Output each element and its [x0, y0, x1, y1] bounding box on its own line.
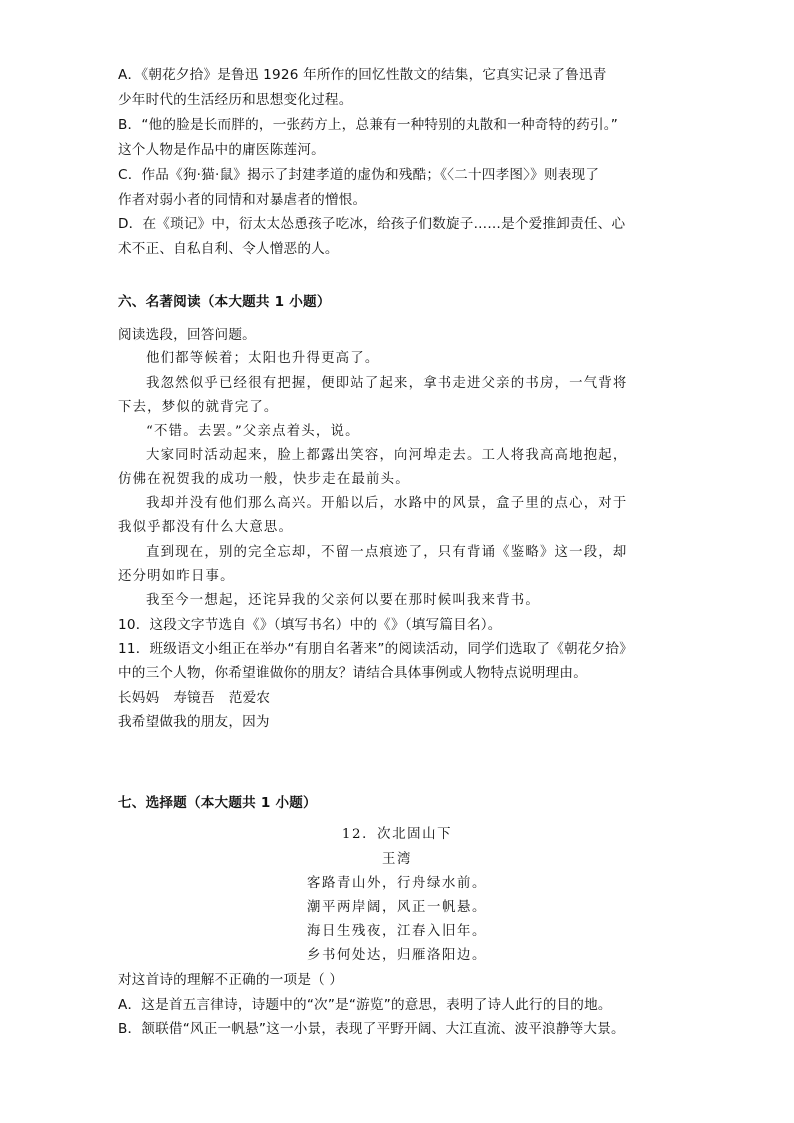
option-d-line-2: 术不正、自私自利、令人憎恶的人。 [118, 241, 339, 257]
section-7-heading: 七、选择题（本大题共 1 小题） [118, 795, 317, 811]
passage-line: 下去，梦似的就背完了。 [118, 400, 279, 415]
question-11-line-1: 11．班级语文小组正在举办“有朋自名著来”的阅读活动，同学们选取了《朝花夕拾》 [118, 641, 633, 657]
passage-line: “不错。去罢。”父亲点着头，说。 [146, 424, 360, 439]
poem-line: 客路青山外，行舟绿水前。 [307, 876, 487, 891]
section-6-heading: 六、名著阅读（本大题共 1 小题） [118, 294, 331, 310]
option-b-line-2: 这个人物是作品中的庸医陈莲河。 [118, 142, 325, 158]
poem-author: 王湾 [382, 852, 412, 867]
character-name: 范爱农 [228, 690, 271, 706]
passage-line: 我忽然似乎已经很有把握，便即站了起来，拿书走进父亲的书房，一气背将 [146, 376, 628, 391]
option-c-line-1: C．作品《狗·猫·鼠》揭示了封建孝道的虚伪和残酷；《〈二十四孝图〉》则表现了 [118, 167, 600, 183]
character-name: 长妈妈 [118, 690, 160, 706]
passage-line: 仿佛在祝贺我的成功一般，快步走在最前头。 [118, 472, 410, 487]
poem-line: 海日生残夜，江春入旧年。 [307, 924, 487, 939]
passage-line: 直到现在，别的完全忘却，不留一点痕迹了，只有背诵《鉴略》这一段，却 [146, 545, 628, 560]
question-12-option-b: B．颔联借“风正一帆悬”这一小景，表现了平野开阔、大江直流、波平浪静等大景。 [118, 1021, 625, 1037]
poem-line: 乡书何处达，归雁洛阳边。 [307, 948, 487, 963]
passage-line: 还分明如昨日事。 [118, 569, 235, 584]
passage-line: 我却并没有他们那么高兴。开船以后，水路中的风景，盒子里的点心，对于 [146, 496, 628, 511]
option-a-line-2: 少年时代的生活经历和思想变化过程。 [118, 92, 353, 108]
option-a-line-1: A．《朝花夕拾》是鲁迅 1926 年所作的回忆性散文的结集，它真实记录了鲁迅青 [118, 67, 607, 83]
question-12-stem: 对这首诗的理解不正确的一项是（ ） [118, 972, 344, 988]
passage-line: 我似乎都没有什么大意思。 [118, 520, 294, 535]
passage-line: 他们都等候着；太阳也升得更高了。 [146, 351, 380, 366]
option-b-line-1: B．“他的脸是长而胖的，一张药方上，总兼有一种特别的丸散和一种奇特的药引。” [118, 117, 618, 133]
poem-line: 潮平两岸阔，风正一帆悬。 [307, 900, 487, 915]
option-d-line-1: D．在《琐记》中，衍太太怂恿孩子吃冰，给孩子们数旋子……是个爱推卸责任、心 [118, 216, 626, 232]
passage-line: 大家同时活动起来，脸上都露出笑容，向河埠走去。工人将我高高地抱起， [146, 448, 628, 463]
reading-intro: 阅读选段，回答问题。 [118, 327, 256, 343]
character-name: 寿镜吾 [173, 690, 215, 706]
character-names [118, 689, 270, 707]
question-10: 10．这段文字节选自《》（填写书名）中的《》（填写篇目名）。 [118, 617, 502, 633]
answer-prompt: 我希望做我的朋友，因为 [118, 714, 270, 730]
poem-title: 12．次北固山下 [341, 827, 453, 842]
question-11-line-2: 中的三个人物，你希望谁做你的朋友？请结合具体事例或人物特点说明理由。 [118, 665, 587, 681]
passage-line: 我至今一想起，还诧异我的父亲何以要在那时候叫我来背书。 [146, 593, 540, 608]
option-c-line-2: 作者对弱小者的同情和对暴虐者的憎恨。 [118, 192, 367, 208]
question-12-option-a: A．这是首五言律诗，诗题中的“次”是“游览”的意思，表明了诗人此行的目的地。 [118, 997, 612, 1013]
